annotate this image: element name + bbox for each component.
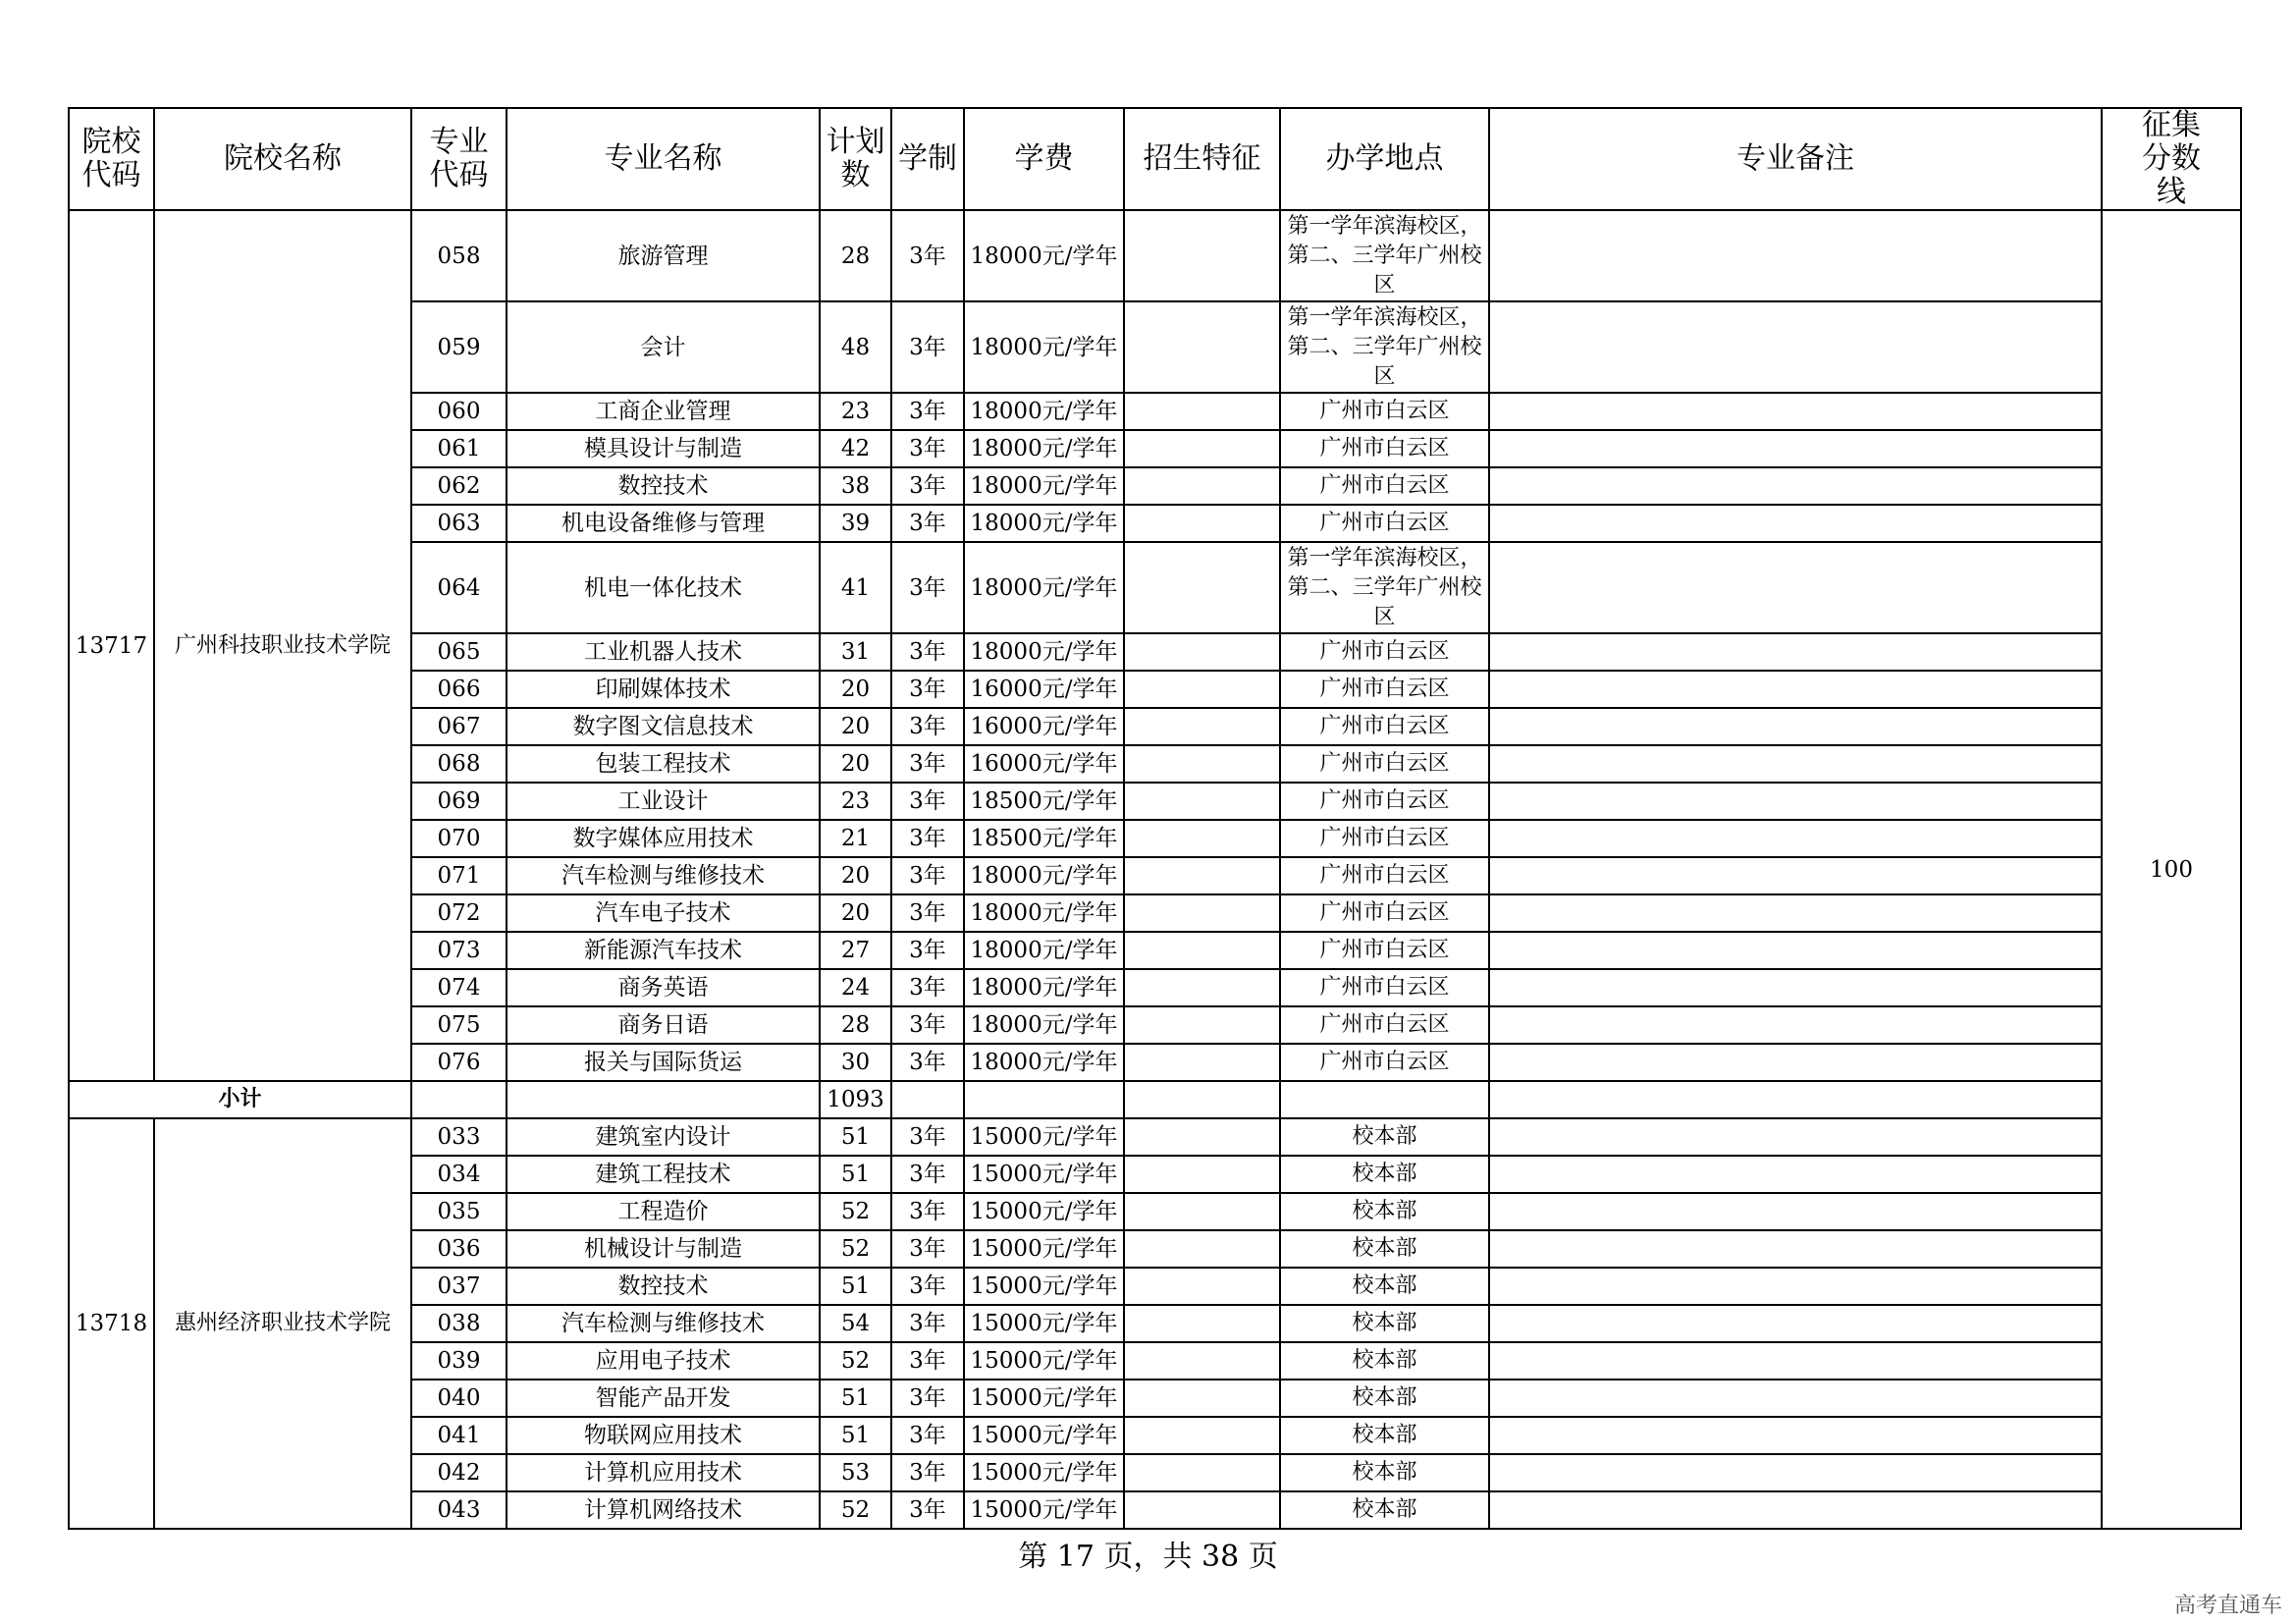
header-major-name: 专业名称 <box>507 108 820 210</box>
remark-cell <box>1489 1044 2102 1081</box>
remark-cell <box>1489 393 2102 430</box>
enroll-feature-cell <box>1124 1305 1280 1342</box>
enroll-feature-cell <box>1124 1156 1280 1193</box>
major-name-cell: 汽车检测与维修技术 <box>507 1305 820 1342</box>
enroll-feature-cell <box>1124 783 1280 820</box>
enroll-feature-cell <box>1124 430 1280 467</box>
location-cell: 广州市白云区 <box>1280 894 1489 932</box>
remark-cell <box>1489 969 2102 1006</box>
enroll-feature-cell <box>1124 1118 1280 1156</box>
plan-count-cell: 23 <box>820 783 891 820</box>
enroll-feature-cell <box>1124 1193 1280 1230</box>
major-name-cell: 应用电子技术 <box>507 1342 820 1380</box>
enroll-feature-cell <box>1124 894 1280 932</box>
major-code-cell: 043 <box>411 1491 507 1529</box>
remark-cell <box>1489 1193 2102 1230</box>
tuition-cell: 18000元/学年 <box>964 467 1124 505</box>
tuition-cell: 15000元/学年 <box>964 1380 1124 1417</box>
major-name-cell: 新能源汽车技术 <box>507 932 820 969</box>
plan-count-cell: 51 <box>820 1417 891 1454</box>
tuition-cell: 18000元/学年 <box>964 505 1124 542</box>
subtotal-empty-name <box>507 1081 820 1118</box>
subtotal-empty-feature <box>1124 1081 1280 1118</box>
tuition-cell: 16000元/学年 <box>964 745 1124 783</box>
major-name-cell: 机电一体化技术 <box>507 542 820 633</box>
tuition-cell: 15000元/学年 <box>964 1342 1124 1380</box>
tuition-cell: 16000元/学年 <box>964 671 1124 708</box>
duration-cell: 3年 <box>891 467 964 505</box>
location-cell: 广州市白云区 <box>1280 393 1489 430</box>
remark-cell <box>1489 1380 2102 1417</box>
watermark: 高考直通车 <box>2173 1594 2282 1618</box>
enroll-feature-cell <box>1124 820 1280 857</box>
major-code-cell: 037 <box>411 1268 507 1305</box>
school-code-cell: 13717 <box>69 210 154 1081</box>
remark-cell <box>1489 745 2102 783</box>
remark-cell <box>1489 1342 2102 1380</box>
remark-cell <box>1489 301 2102 393</box>
tuition-cell: 15000元/学年 <box>964 1305 1124 1342</box>
enroll-feature-cell <box>1124 745 1280 783</box>
location-cell: 广州市白云区 <box>1280 1044 1489 1081</box>
major-name-cell: 数字图文信息技术 <box>507 708 820 745</box>
plan-count-cell: 53 <box>820 1454 891 1491</box>
remark-cell <box>1489 542 2102 633</box>
location-cell: 广州市白云区 <box>1280 745 1489 783</box>
remark-cell <box>1489 1417 2102 1454</box>
enroll-feature-cell <box>1124 1454 1280 1491</box>
major-code-cell: 071 <box>411 857 507 894</box>
remark-cell <box>1489 1006 2102 1044</box>
remark-cell <box>1489 820 2102 857</box>
major-code-cell: 062 <box>411 467 507 505</box>
remark-cell <box>1489 210 2102 301</box>
subtotal-empty-tuition <box>964 1081 1124 1118</box>
location-cell: 校本部 <box>1280 1342 1489 1380</box>
location-cell: 校本部 <box>1280 1193 1489 1230</box>
major-code-cell: 064 <box>411 542 507 633</box>
cutoff-cell: 100 <box>2102 210 2241 1529</box>
tuition-cell: 15000元/学年 <box>964 1118 1124 1156</box>
major-code-cell: 061 <box>411 430 507 467</box>
plan-count-cell: 52 <box>820 1491 891 1529</box>
remark-cell <box>1489 467 2102 505</box>
major-code-cell: 076 <box>411 1044 507 1081</box>
remark-cell <box>1489 783 2102 820</box>
major-name-cell: 数字媒体应用技术 <box>507 820 820 857</box>
tuition-cell: 18000元/学年 <box>964 393 1124 430</box>
plan-count-cell: 20 <box>820 745 891 783</box>
duration-cell: 3年 <box>891 301 964 393</box>
duration-cell: 3年 <box>891 1417 964 1454</box>
major-code-cell: 040 <box>411 1380 507 1417</box>
location-cell: 广州市白云区 <box>1280 969 1489 1006</box>
remark-cell <box>1489 1305 2102 1342</box>
remark-cell <box>1489 708 2102 745</box>
major-name-cell: 报关与国际货运 <box>507 1044 820 1081</box>
major-name-cell: 物联网应用技术 <box>507 1417 820 1454</box>
tuition-cell: 18500元/学年 <box>964 820 1124 857</box>
location-cell: 广州市白云区 <box>1280 467 1489 505</box>
tuition-cell: 18000元/学年 <box>964 210 1124 301</box>
subtotal-row <box>69 1081 2241 1118</box>
enroll-feature-cell <box>1124 505 1280 542</box>
enroll-feature-cell <box>1124 1380 1280 1417</box>
enroll-feature-cell <box>1124 1417 1280 1454</box>
plan-count-cell: 31 <box>820 633 891 671</box>
duration-cell: 3年 <box>891 671 964 708</box>
header-school-name: 院校名称 <box>154 108 411 210</box>
major-name-cell: 工业机器人技术 <box>507 633 820 671</box>
enroll-feature-cell <box>1124 467 1280 505</box>
subtotal-empty-remark <box>1489 1081 2102 1118</box>
tuition-cell: 18000元/学年 <box>964 932 1124 969</box>
major-code-cell: 034 <box>411 1156 507 1193</box>
enroll-feature-cell <box>1124 857 1280 894</box>
plan-count-cell: 30 <box>820 1044 891 1081</box>
remark-cell <box>1489 857 2102 894</box>
plan-count-cell: 54 <box>820 1305 891 1342</box>
location-cell: 第一学年滨海校区，第二、三学年广州校区 <box>1280 542 1489 633</box>
tuition-cell: 15000元/学年 <box>964 1417 1124 1454</box>
header-duration: 学制 <box>891 108 964 210</box>
plan-count-cell: 28 <box>820 1006 891 1044</box>
enroll-feature-cell <box>1124 1342 1280 1380</box>
location-cell: 第一学年滨海校区，第二、三学年广州校区 <box>1280 210 1489 301</box>
major-code-cell: 068 <box>411 745 507 783</box>
header-cutoff: 征集分数线 <box>2102 108 2241 210</box>
plan-count-cell: 41 <box>820 542 891 633</box>
major-name-cell: 包装工程技术 <box>507 745 820 783</box>
location-cell: 广州市白云区 <box>1280 1006 1489 1044</box>
location-cell: 广州市白云区 <box>1280 633 1489 671</box>
location-cell: 校本部 <box>1280 1118 1489 1156</box>
location-cell: 校本部 <box>1280 1230 1489 1268</box>
enroll-feature-cell <box>1124 1491 1280 1529</box>
tuition-cell: 18000元/学年 <box>964 301 1124 393</box>
location-cell: 第一学年滨海校区，第二、三学年广州校区 <box>1280 301 1489 393</box>
duration-cell: 3年 <box>891 857 964 894</box>
major-code-cell: 063 <box>411 505 507 542</box>
header-school-code: 院校代码 <box>69 108 154 210</box>
major-code-cell: 059 <box>411 301 507 393</box>
enroll-feature-cell <box>1124 1268 1280 1305</box>
plan-count-cell: 51 <box>820 1268 891 1305</box>
plan-count-cell: 20 <box>820 894 891 932</box>
enroll-feature-cell <box>1124 210 1280 301</box>
location-cell: 校本部 <box>1280 1417 1489 1454</box>
table-row <box>69 1118 2241 1156</box>
enroll-feature-cell <box>1124 708 1280 745</box>
major-name-cell: 商务日语 <box>507 1006 820 1044</box>
tuition-cell: 15000元/学年 <box>964 1268 1124 1305</box>
enroll-feature-cell <box>1124 1044 1280 1081</box>
major-name-cell: 智能产品开发 <box>507 1380 820 1417</box>
duration-cell: 3年 <box>891 393 964 430</box>
plan-count-cell: 42 <box>820 430 891 467</box>
plan-count-cell: 23 <box>820 393 891 430</box>
plan-count-cell: 20 <box>820 708 891 745</box>
tuition-cell: 18000元/学年 <box>964 1006 1124 1044</box>
plan-count-cell: 52 <box>820 1193 891 1230</box>
duration-cell: 3年 <box>891 210 964 301</box>
duration-cell: 3年 <box>891 1380 964 1417</box>
plan-count-cell: 38 <box>820 467 891 505</box>
duration-cell: 3年 <box>891 745 964 783</box>
major-name-cell: 模具设计与制造 <box>507 430 820 467</box>
major-code-cell: 066 <box>411 671 507 708</box>
remark-cell <box>1489 1268 2102 1305</box>
remark-cell <box>1489 1118 2102 1156</box>
duration-cell: 3年 <box>891 1305 964 1342</box>
major-name-cell: 机电设备维修与管理 <box>507 505 820 542</box>
remark-cell <box>1489 633 2102 671</box>
major-name-cell: 数控技术 <box>507 1268 820 1305</box>
duration-cell: 3年 <box>891 542 964 633</box>
duration-cell: 3年 <box>891 708 964 745</box>
duration-cell: 3年 <box>891 1044 964 1081</box>
tuition-cell: 18000元/学年 <box>964 969 1124 1006</box>
duration-cell: 3年 <box>891 1156 964 1193</box>
table-row <box>69 210 2241 301</box>
location-cell: 校本部 <box>1280 1491 1489 1529</box>
plan-count-cell: 48 <box>820 301 891 393</box>
enroll-feature-cell <box>1124 393 1280 430</box>
header-tuition: 学费 <box>964 108 1124 210</box>
subtotal-empty-duration <box>891 1081 964 1118</box>
duration-cell: 3年 <box>891 894 964 932</box>
enroll-feature-cell <box>1124 671 1280 708</box>
location-cell: 校本部 <box>1280 1380 1489 1417</box>
enroll-feature-cell <box>1124 542 1280 633</box>
page-footer: 第 17 页，共 38 页 <box>1018 1540 1278 1574</box>
tuition-cell: 16000元/学年 <box>964 708 1124 745</box>
tuition-cell: 15000元/学年 <box>964 1454 1124 1491</box>
remark-cell <box>1489 1156 2102 1193</box>
major-name-cell: 商务英语 <box>507 969 820 1006</box>
major-code-cell: 042 <box>411 1454 507 1491</box>
duration-cell: 3年 <box>891 969 964 1006</box>
major-code-cell: 070 <box>411 820 507 857</box>
tuition-cell: 18000元/学年 <box>964 633 1124 671</box>
major-name-cell: 工商企业管理 <box>507 393 820 430</box>
major-code-cell: 069 <box>411 783 507 820</box>
duration-cell: 3年 <box>891 1006 964 1044</box>
school-code-cell: 13718 <box>69 1118 154 1529</box>
major-code-cell: 072 <box>411 894 507 932</box>
location-cell: 校本部 <box>1280 1305 1489 1342</box>
subtotal-plan-count: 1093 <box>820 1081 891 1118</box>
header-location: 办学地点 <box>1280 108 1489 210</box>
location-cell: 校本部 <box>1280 1454 1489 1491</box>
major-name-cell: 会计 <box>507 301 820 393</box>
tuition-cell: 15000元/学年 <box>964 1193 1124 1230</box>
major-code-cell: 035 <box>411 1193 507 1230</box>
major-code-cell: 041 <box>411 1417 507 1454</box>
location-cell: 广州市白云区 <box>1280 783 1489 820</box>
duration-cell: 3年 <box>891 633 964 671</box>
plan-count-cell: 24 <box>820 969 891 1006</box>
duration-cell: 3年 <box>891 820 964 857</box>
major-name-cell: 数控技术 <box>507 467 820 505</box>
major-name-cell: 汽车电子技术 <box>507 894 820 932</box>
major-name-cell: 机械设计与制造 <box>507 1230 820 1268</box>
duration-cell: 3年 <box>891 430 964 467</box>
major-code-cell: 058 <box>411 210 507 301</box>
tuition-cell: 18000元/学年 <box>964 894 1124 932</box>
duration-cell: 3年 <box>891 1268 964 1305</box>
table-body <box>69 210 2241 1529</box>
plan-count-cell: 51 <box>820 1156 891 1193</box>
duration-cell: 3年 <box>891 1118 964 1156</box>
location-cell: 广州市白云区 <box>1280 820 1489 857</box>
enroll-feature-cell <box>1124 969 1280 1006</box>
major-name-cell: 工业设计 <box>507 783 820 820</box>
school-name-cell: 广州科技职业技术学院 <box>154 210 411 1081</box>
location-cell: 广州市白云区 <box>1280 708 1489 745</box>
remark-cell <box>1489 1491 2102 1529</box>
tuition-cell: 15000元/学年 <box>964 1156 1124 1193</box>
tuition-cell: 18000元/学年 <box>964 857 1124 894</box>
duration-cell: 3年 <box>891 1230 964 1268</box>
remark-cell <box>1489 1230 2102 1268</box>
major-code-cell: 067 <box>411 708 507 745</box>
remark-cell <box>1489 671 2102 708</box>
major-code-cell: 065 <box>411 633 507 671</box>
major-name-cell: 建筑室内设计 <box>507 1118 820 1156</box>
tuition-cell: 18000元/学年 <box>964 1044 1124 1081</box>
major-code-cell: 075 <box>411 1006 507 1044</box>
major-name-cell: 工程造价 <box>507 1193 820 1230</box>
admission-plan-table <box>68 107 2242 1530</box>
remark-cell <box>1489 894 2102 932</box>
plan-count-cell: 52 <box>820 1230 891 1268</box>
header-plan-count: 计划数 <box>820 108 891 210</box>
location-cell: 广州市白云区 <box>1280 932 1489 969</box>
duration-cell: 3年 <box>891 1491 964 1529</box>
header-remark: 专业备注 <box>1489 108 2102 210</box>
remark-cell <box>1489 1454 2102 1491</box>
location-cell: 广州市白云区 <box>1280 671 1489 708</box>
school-name-cell: 惠州经济职业技术学院 <box>154 1118 411 1529</box>
major-code-cell: 033 <box>411 1118 507 1156</box>
major-code-cell: 073 <box>411 932 507 969</box>
major-name-cell: 汽车检测与维修技术 <box>507 857 820 894</box>
enroll-feature-cell <box>1124 301 1280 393</box>
enroll-feature-cell <box>1124 633 1280 671</box>
tuition-cell: 18000元/学年 <box>964 430 1124 467</box>
major-code-cell: 036 <box>411 1230 507 1268</box>
tuition-cell: 18000元/学年 <box>964 542 1124 633</box>
subtotal-empty-code <box>411 1081 507 1118</box>
header-major-code: 专业代码 <box>411 108 507 210</box>
subtotal-empty-location <box>1280 1081 1489 1118</box>
tuition-cell: 18500元/学年 <box>964 783 1124 820</box>
major-code-cell: 038 <box>411 1305 507 1342</box>
tuition-cell: 15000元/学年 <box>964 1230 1124 1268</box>
enroll-feature-cell <box>1124 1006 1280 1044</box>
plan-count-cell: 51 <box>820 1118 891 1156</box>
major-code-cell: 060 <box>411 393 507 430</box>
major-code-cell: 039 <box>411 1342 507 1380</box>
duration-cell: 3年 <box>891 783 964 820</box>
location-cell: 广州市白云区 <box>1280 430 1489 467</box>
enroll-feature-cell <box>1124 1230 1280 1268</box>
header-enroll-feature: 招生特征 <box>1124 108 1280 210</box>
enroll-feature-cell <box>1124 932 1280 969</box>
major-name-cell: 建筑工程技术 <box>507 1156 820 1193</box>
location-cell: 广州市白云区 <box>1280 857 1489 894</box>
subtotal-label: 小计 <box>69 1081 411 1118</box>
duration-cell: 3年 <box>891 1454 964 1491</box>
duration-cell: 3年 <box>891 1342 964 1380</box>
plan-count-cell: 39 <box>820 505 891 542</box>
duration-cell: 3年 <box>891 932 964 969</box>
major-name-cell: 印刷媒体技术 <box>507 671 820 708</box>
location-cell: 校本部 <box>1280 1156 1489 1193</box>
plan-count-cell: 52 <box>820 1342 891 1380</box>
location-cell: 广州市白云区 <box>1280 505 1489 542</box>
plan-count-cell: 21 <box>820 820 891 857</box>
plan-count-cell: 51 <box>820 1380 891 1417</box>
header-row <box>69 108 2241 210</box>
major-name-cell: 计算机网络技术 <box>507 1491 820 1529</box>
plan-count-cell: 20 <box>820 857 891 894</box>
remark-cell <box>1489 932 2102 969</box>
plan-count-cell: 27 <box>820 932 891 969</box>
plan-count-cell: 28 <box>820 210 891 301</box>
remark-cell <box>1489 505 2102 542</box>
major-name-cell: 旅游管理 <box>507 210 820 301</box>
remark-cell <box>1489 430 2102 467</box>
location-cell: 校本部 <box>1280 1268 1489 1305</box>
plan-count-cell: 20 <box>820 671 891 708</box>
tuition-cell: 15000元/学年 <box>964 1491 1124 1529</box>
duration-cell: 3年 <box>891 505 964 542</box>
major-code-cell: 074 <box>411 969 507 1006</box>
major-name-cell: 计算机应用技术 <box>507 1454 820 1491</box>
duration-cell: 3年 <box>891 1193 964 1230</box>
